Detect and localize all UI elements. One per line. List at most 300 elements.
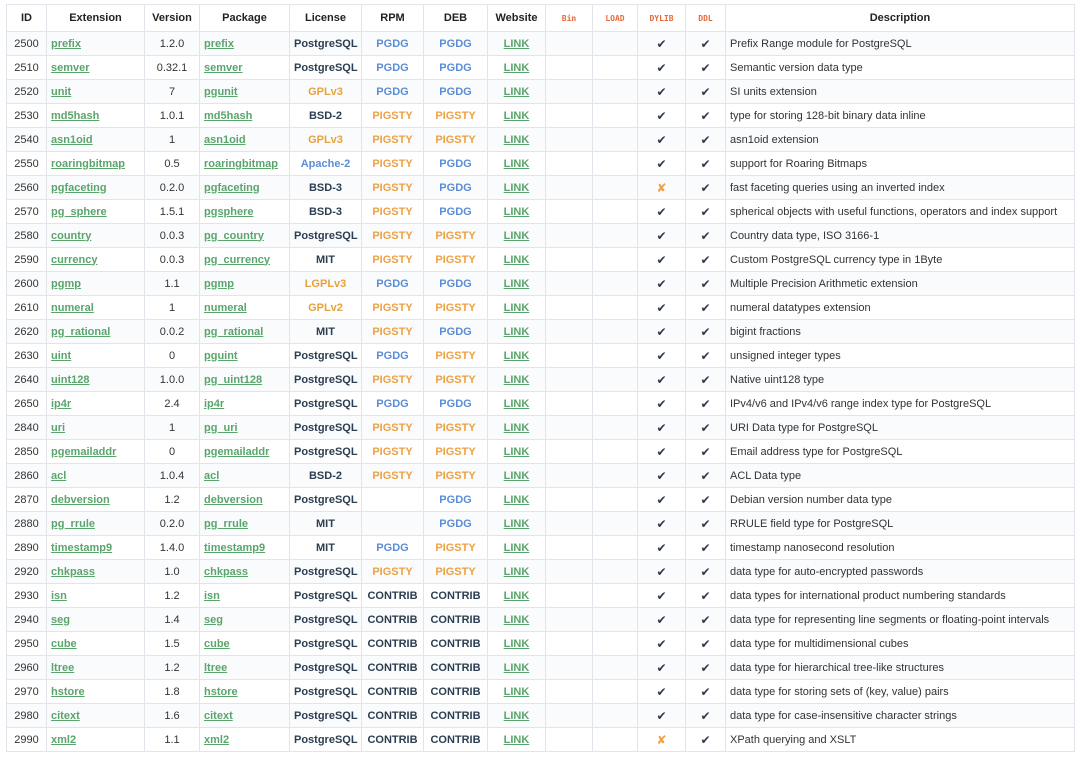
cell-load	[593, 104, 638, 128]
cell-description: support for Roaring Bitmaps	[726, 152, 1075, 176]
cell-package	[200, 728, 290, 752]
website-link[interactable]: LINK	[503, 229, 530, 242]
cell-load	[593, 80, 638, 104]
extension-link[interactable]: pgmp	[51, 277, 81, 290]
header-id[interactable]: ID	[7, 5, 47, 32]
header-website[interactable]: Website	[488, 5, 546, 32]
cell-id: 2570	[7, 200, 47, 224]
cell-load	[593, 200, 638, 224]
dylib-check-icon: ✔	[638, 248, 686, 272]
cell-website	[488, 632, 546, 656]
cell-version: 1.0.4	[145, 464, 200, 488]
extension-link[interactable]: pgfaceting	[51, 181, 107, 194]
cell-id: 2510	[7, 56, 47, 80]
cell-license: PostgreSQL	[290, 680, 362, 704]
cell-package	[200, 704, 290, 728]
cell-id: 2930	[7, 584, 47, 608]
cell-extension	[47, 464, 145, 488]
package-link[interactable]: pgfaceting	[204, 181, 260, 194]
header-deb[interactable]: DEB	[424, 5, 488, 32]
cell-id: 2630	[7, 344, 47, 368]
cell-description: data type for multidimensional cubes	[726, 632, 1075, 656]
dylib-check-icon: ✔	[638, 272, 686, 296]
table-row	[7, 584, 1075, 608]
cell-website	[488, 368, 546, 392]
cell-rpm: PIGSTY	[362, 224, 424, 248]
cell-bin	[546, 80, 593, 104]
table-row	[7, 608, 1075, 632]
website-link[interactable]: LINK	[503, 709, 530, 722]
cell-rpm: PIGSTY	[362, 200, 424, 224]
extension-link[interactable]: ip4r	[51, 397, 72, 410]
cell-version: 0.5	[145, 152, 200, 176]
cell-extension	[47, 104, 145, 128]
ddl-check-icon: ✔	[686, 632, 726, 656]
cell-version: 1.0.0	[145, 368, 200, 392]
ddl-check-icon: ✔	[686, 104, 726, 128]
cell-website	[488, 416, 546, 440]
ddl-check-icon: ✔	[686, 464, 726, 488]
cell-license: MIT	[290, 512, 362, 536]
load-flag-label: LOAD	[605, 14, 625, 23]
website-link[interactable]: LINK	[503, 589, 530, 602]
header-dylib[interactable]	[638, 5, 686, 32]
cell-version: 1.0.1	[145, 104, 200, 128]
extension-link[interactable]: pg_rational	[51, 325, 111, 338]
website-link[interactable]: LINK	[503, 541, 530, 554]
cell-description: ACL Data type	[726, 464, 1075, 488]
extension-link[interactable]: chkpass	[51, 565, 96, 578]
dylib-check-icon: ✔	[638, 224, 686, 248]
extension-link[interactable]: cube	[51, 637, 77, 650]
cell-deb: PGDG	[424, 272, 488, 296]
cell-website	[488, 512, 546, 536]
ddl-check-icon: ✔	[686, 680, 726, 704]
dylib-check-icon: ✔	[638, 512, 686, 536]
cell-id: 2920	[7, 560, 47, 584]
website-link[interactable]: LINK	[503, 613, 530, 626]
extension-link[interactable]: seg	[51, 613, 70, 626]
website-link[interactable]: LINK	[503, 397, 530, 410]
website-link[interactable]: LINK	[503, 421, 530, 434]
dylib-check-icon: ✔	[638, 680, 686, 704]
cell-rpm: PIGSTY	[362, 368, 424, 392]
package-link[interactable]: ltree	[204, 661, 228, 674]
cell-bin	[546, 224, 593, 248]
extension-link[interactable]: debversion	[51, 493, 110, 506]
package-link[interactable]: asn1oid	[204, 133, 246, 146]
cell-description: bigint fractions	[726, 320, 1075, 344]
cell-id: 2500	[7, 32, 47, 56]
cell-package	[200, 656, 290, 680]
cell-deb: CONTRIB	[424, 632, 488, 656]
package-link[interactable]: debversion	[204, 493, 263, 506]
website-link[interactable]: LINK	[503, 157, 530, 170]
cell-load	[593, 296, 638, 320]
package-link[interactable]: citext	[204, 709, 233, 722]
extension-link[interactable]: pgemailaddr	[51, 445, 117, 458]
cell-id: 2840	[7, 416, 47, 440]
cell-license: PostgreSQL	[290, 632, 362, 656]
cell-id: 2580	[7, 224, 47, 248]
extension-link[interactable]: uri	[51, 421, 66, 434]
cell-extension	[47, 512, 145, 536]
cell-load	[593, 728, 638, 752]
ddl-check-icon: ✔	[686, 80, 726, 104]
package-link[interactable]: pgmp	[204, 277, 234, 290]
table-row	[7, 272, 1075, 296]
cell-rpm: PIGSTY	[362, 176, 424, 200]
cell-bin	[546, 32, 593, 56]
extension-link[interactable]: numeral	[51, 301, 94, 314]
table-row	[7, 440, 1075, 464]
cell-id: 2890	[7, 536, 47, 560]
website-link[interactable]: LINK	[503, 277, 530, 290]
cell-bin	[546, 728, 593, 752]
ddl-check-icon: ✔	[686, 656, 726, 680]
package-link[interactable]: chkpass	[204, 565, 249, 578]
website-link[interactable]: LINK	[503, 301, 530, 314]
website-link[interactable]: LINK	[503, 517, 530, 530]
header-description[interactable]: Description	[726, 5, 1075, 32]
cell-package	[200, 176, 290, 200]
cell-extension	[47, 632, 145, 656]
cell-id: 2870	[7, 488, 47, 512]
package-link[interactable]: hstore	[204, 685, 238, 698]
cell-website	[488, 488, 546, 512]
cell-id: 2880	[7, 512, 47, 536]
ddl-check-icon: ✔	[686, 32, 726, 56]
dylib-check-icon: ✔	[638, 536, 686, 560]
table-row	[7, 104, 1075, 128]
cell-load	[593, 512, 638, 536]
extension-link[interactable]: asn1oid	[51, 133, 93, 146]
cell-load	[593, 560, 638, 584]
cell-deb: PGDG	[424, 320, 488, 344]
cell-version: 1.8	[145, 680, 200, 704]
cell-website	[488, 584, 546, 608]
cell-description: spherical objects with useful functions, operators and index support	[726, 200, 1075, 224]
cell-extension	[47, 320, 145, 344]
cell-website	[488, 104, 546, 128]
cell-bin	[546, 176, 593, 200]
cell-load	[593, 176, 638, 200]
website-link[interactable]: LINK	[503, 733, 530, 746]
ddl-flag-label: DDL	[698, 14, 713, 23]
cell-bin	[546, 296, 593, 320]
dylib-check-icon: ✔	[638, 200, 686, 224]
cell-license: BSD-2	[290, 104, 362, 128]
cell-deb: PGDG	[424, 392, 488, 416]
website-link[interactable]: LINK	[503, 133, 530, 146]
cell-website	[488, 224, 546, 248]
cell-package	[200, 104, 290, 128]
cell-extension	[47, 128, 145, 152]
table-row	[7, 656, 1075, 680]
package-link[interactable]: pg_uint128	[204, 373, 263, 386]
cell-version: 1.1	[145, 272, 200, 296]
package-link[interactable]: pg_uri	[204, 421, 238, 434]
cell-license: Apache-2	[290, 152, 362, 176]
website-link[interactable]: LINK	[503, 373, 530, 386]
package-link[interactable]: pg_rational	[204, 325, 264, 338]
extension-link[interactable]: roaringbitmap	[51, 157, 125, 170]
cell-package	[200, 464, 290, 488]
package-link[interactable]: xml2	[204, 733, 230, 746]
website-link[interactable]: LINK	[503, 565, 530, 578]
cell-load	[593, 344, 638, 368]
table-row	[7, 32, 1075, 56]
cell-website	[488, 200, 546, 224]
cell-package	[200, 80, 290, 104]
ddl-check-icon: ✔	[686, 56, 726, 80]
cell-load	[593, 368, 638, 392]
package-link[interactable]: pgemailaddr	[204, 445, 270, 458]
website-link[interactable]: LINK	[503, 109, 530, 122]
cell-load	[593, 248, 638, 272]
cell-rpm: CONTRIB	[362, 632, 424, 656]
cell-deb: CONTRIB	[424, 704, 488, 728]
table-row	[7, 128, 1075, 152]
cell-website	[488, 320, 546, 344]
cell-description: RRULE field type for PostgreSQL	[726, 512, 1075, 536]
package-link[interactable]: semver	[204, 61, 243, 74]
package-link[interactable]: pgsphere	[204, 205, 254, 218]
table-row	[7, 176, 1075, 200]
package-link[interactable]: roaringbitmap	[204, 157, 278, 170]
header-license[interactable]: License	[290, 5, 362, 32]
extension-link[interactable]: semver	[51, 61, 90, 74]
cell-bin	[546, 128, 593, 152]
cell-rpm: PIGSTY	[362, 248, 424, 272]
header-extension[interactable]: Extension	[47, 5, 145, 32]
table-row	[7, 296, 1075, 320]
package-link[interactable]: prefix	[204, 37, 234, 50]
cell-rpm: PIGSTY	[362, 152, 424, 176]
cell-extension	[47, 32, 145, 56]
extension-link[interactable]: pg_sphere	[51, 205, 107, 218]
cell-rpm: PIGSTY	[362, 560, 424, 584]
cell-deb: PIGSTY	[424, 560, 488, 584]
website-link[interactable]: LINK	[503, 637, 530, 650]
cell-license: PostgreSQL	[290, 608, 362, 632]
package-link[interactable]: pguint	[204, 349, 238, 362]
cell-license: LGPLv3	[290, 272, 362, 296]
cell-package	[200, 488, 290, 512]
cell-license: PostgreSQL	[290, 344, 362, 368]
package-link[interactable]: isn	[204, 589, 220, 602]
cell-package	[200, 368, 290, 392]
cell-extension	[47, 176, 145, 200]
extension-link[interactable]: timestamp9	[51, 541, 113, 554]
table-row	[7, 560, 1075, 584]
cell-rpm: PGDG	[362, 80, 424, 104]
cell-deb: CONTRIB	[424, 656, 488, 680]
website-link[interactable]: LINK	[503, 445, 530, 458]
website-link[interactable]: LINK	[503, 37, 530, 50]
cell-rpm	[362, 512, 424, 536]
cell-license: BSD-2	[290, 464, 362, 488]
website-link[interactable]: LINK	[503, 85, 530, 98]
extension-link[interactable]: acl	[51, 469, 67, 482]
dylib-check-icon: ✔	[638, 152, 686, 176]
package-link[interactable]: acl	[204, 469, 220, 482]
ddl-check-icon: ✔	[686, 272, 726, 296]
package-link[interactable]: pg_country	[204, 229, 264, 242]
header-package[interactable]: Package	[200, 5, 290, 32]
cell-website	[488, 680, 546, 704]
cell-deb: PGDG	[424, 32, 488, 56]
cell-extension	[47, 248, 145, 272]
cell-version: 0.2.0	[145, 176, 200, 200]
bin-flag-label: Bin	[561, 14, 577, 23]
header-version[interactable]: Version	[145, 5, 200, 32]
cell-rpm: CONTRIB	[362, 680, 424, 704]
package-link[interactable]: pgunit	[204, 85, 238, 98]
dylib-check-icon: ✔	[638, 80, 686, 104]
cell-id: 2590	[7, 248, 47, 272]
extension-link[interactable]: prefix	[51, 37, 81, 50]
website-link[interactable]: LINK	[503, 661, 530, 674]
website-link[interactable]: LINK	[503, 325, 530, 338]
cell-rpm: PGDG	[362, 392, 424, 416]
cell-package	[200, 584, 290, 608]
cell-rpm: PGDG	[362, 56, 424, 80]
website-link[interactable]: LINK	[503, 253, 530, 266]
cell-bin	[546, 608, 593, 632]
ddl-check-icon: ✔	[686, 560, 726, 584]
cell-version: 1.0	[145, 560, 200, 584]
cell-load	[593, 656, 638, 680]
cell-load	[593, 680, 638, 704]
cell-description: Semantic version data type	[726, 56, 1075, 80]
cell-version: 1.1	[145, 728, 200, 752]
cell-version: 0.2.0	[145, 512, 200, 536]
header-ddl[interactable]	[686, 5, 726, 32]
cell-load	[593, 152, 638, 176]
package-link[interactable]: numeral	[204, 301, 247, 314]
extension-link[interactable]: uint	[51, 349, 72, 362]
dylib-check-icon: ✔	[638, 32, 686, 56]
package-link[interactable]: pg_currency	[204, 253, 271, 266]
cell-description: fast faceting queries using an inverted index	[726, 176, 1075, 200]
dylib-check-icon: ✔	[638, 56, 686, 80]
package-link[interactable]: timestamp9	[204, 541, 266, 554]
cell-id: 2850	[7, 440, 47, 464]
extension-link[interactable]: citext	[51, 709, 80, 722]
cell-license: MIT	[290, 320, 362, 344]
cell-package	[200, 320, 290, 344]
cell-id: 2970	[7, 680, 47, 704]
cell-description: URI Data type for PostgreSQL	[726, 416, 1075, 440]
cell-license: PostgreSQL	[290, 584, 362, 608]
dylib-check-icon: ✔	[638, 368, 686, 392]
website-link[interactable]: LINK	[503, 181, 530, 194]
cell-version: 1.4.0	[145, 536, 200, 560]
extension-link[interactable]: country	[51, 229, 92, 242]
table-body	[7, 32, 1075, 752]
cell-version: 0.32.1	[145, 56, 200, 80]
cell-load	[593, 224, 638, 248]
extension-link[interactable]: xml2	[51, 733, 77, 746]
dylib-check-icon: ✔	[638, 128, 686, 152]
cell-deb: PGDG	[424, 152, 488, 176]
website-link[interactable]: LINK	[503, 469, 530, 482]
cell-extension	[47, 392, 145, 416]
cell-package	[200, 416, 290, 440]
extension-link[interactable]: isn	[51, 589, 67, 602]
cell-version: 0	[145, 344, 200, 368]
website-link[interactable]: LINK	[503, 205, 530, 218]
cell-deb: PIGSTY	[424, 104, 488, 128]
cell-id: 2640	[7, 368, 47, 392]
cell-version: 1.5.1	[145, 200, 200, 224]
cell-website	[488, 656, 546, 680]
cell-deb: PGDG	[424, 512, 488, 536]
extension-link[interactable]: ltree	[51, 661, 75, 674]
header-load[interactable]	[593, 5, 638, 32]
ddl-check-icon: ✔	[686, 176, 726, 200]
website-link[interactable]: LINK	[503, 61, 530, 74]
table-row	[7, 464, 1075, 488]
dylib-check-icon: ✔	[638, 440, 686, 464]
cell-website	[488, 56, 546, 80]
website-link[interactable]: LINK	[503, 493, 530, 506]
extension-link[interactable]: hstore	[51, 685, 85, 698]
header-rpm[interactable]: RPM	[362, 5, 424, 32]
extension-link[interactable]: md5hash	[51, 109, 100, 122]
dylib-check-icon: ✔	[638, 296, 686, 320]
table-row	[7, 56, 1075, 80]
table-row	[7, 704, 1075, 728]
cell-rpm: PGDG	[362, 272, 424, 296]
extension-link[interactable]: unit	[51, 85, 72, 98]
table-row	[7, 80, 1075, 104]
cell-deb: PIGSTY	[424, 464, 488, 488]
extension-link[interactable]: pg_rrule	[51, 517, 96, 530]
cell-package	[200, 608, 290, 632]
package-link[interactable]: md5hash	[204, 109, 253, 122]
cell-website	[488, 296, 546, 320]
package-link[interactable]: pg_rrule	[204, 517, 249, 530]
package-link[interactable]: ip4r	[204, 397, 225, 410]
cell-id: 2550	[7, 152, 47, 176]
cell-id: 2520	[7, 80, 47, 104]
extension-link[interactable]: currency	[51, 253, 98, 266]
cell-website	[488, 32, 546, 56]
cell-load	[593, 704, 638, 728]
cell-id: 2540	[7, 128, 47, 152]
cell-license: PostgreSQL	[290, 392, 362, 416]
extension-link[interactable]: uint128	[51, 373, 90, 386]
cell-description: type for storing 128-bit binary data inline	[726, 104, 1075, 128]
package-link[interactable]: seg	[204, 613, 223, 626]
cell-package	[200, 56, 290, 80]
header-bin[interactable]	[546, 5, 593, 32]
cell-bin	[546, 152, 593, 176]
website-link[interactable]: LINK	[503, 349, 530, 362]
cell-version: 1.2.0	[145, 32, 200, 56]
cell-description: data types for international product numbering standards	[726, 584, 1075, 608]
website-link[interactable]: LINK	[503, 685, 530, 698]
package-link[interactable]: cube	[204, 637, 230, 650]
cell-deb: PIGSTY	[424, 536, 488, 560]
ddl-check-icon: ✔	[686, 512, 726, 536]
cell-extension	[47, 560, 145, 584]
cell-license: PostgreSQL	[290, 488, 362, 512]
cell-description: Multiple Precision Arithmetic extension	[726, 272, 1075, 296]
cell-version: 1.2	[145, 584, 200, 608]
